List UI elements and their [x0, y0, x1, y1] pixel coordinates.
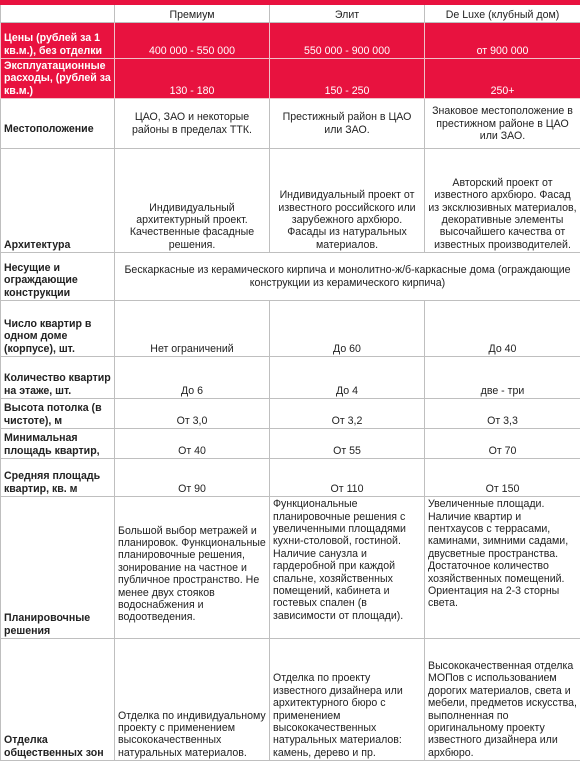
cell-elite: 550 000 - 900 000 — [270, 23, 425, 59]
cell-premium: Отделка по индивидуальному проекту с применением высококачественных натуральных материалов. — [115, 639, 270, 761]
row-layouts — [1, 497, 580, 639]
row-label: Высота потолка (в чистоте), м — [1, 399, 115, 429]
row-label: Количество квартир на этаже, шт. — [1, 357, 115, 399]
row-architecture — [1, 149, 580, 253]
cell-elite: 150 - 250 — [270, 59, 425, 99]
cell-deluxe: От 3,3 — [425, 399, 580, 429]
cell-premium: 400 000 - 550 000 — [115, 23, 270, 59]
row-public-finishing — [1, 639, 580, 761]
row-location — [1, 99, 580, 149]
cell-premium: ЦАО, ЗАО и некоторые районы в пределах ТТК. — [115, 99, 270, 149]
header-elite: Элит — [270, 5, 425, 23]
row-operating-costs — [1, 59, 580, 99]
cell-deluxe: Знаковое местоположение в престижном районе в ЦАО или ЗАО. — [425, 99, 580, 149]
cell-deluxe: две - три — [425, 357, 580, 399]
cell-elite: До 60 — [270, 301, 425, 357]
cell-elite: Индивидуальный проект от известного российского или зарубежного архбюро. Фасады из натуральных материалов. — [270, 149, 425, 253]
cell-premium: От 90 — [115, 459, 270, 497]
cell-elite: Отделка по проекту известного дизайнера или архитектурного бюро с применением высококачественных натуральных материалов: камень, дерево и пр. — [270, 639, 425, 761]
cell-elite: До 4 — [270, 357, 425, 399]
cell-elite: От 110 — [270, 459, 425, 497]
row-apartments-per-floor — [1, 357, 580, 399]
cell-premium: От 3,0 — [115, 399, 270, 429]
cell-deluxe: Высококачественная отделка МОПов с использованием дорогих материалов, света и мебели, предметов искусства, выполненная по оригинальному проекту известного дизайнера или архбюро. — [425, 639, 580, 761]
row-label: Местоположение — [1, 99, 115, 149]
cell-merged-structures: Бескаркасные из керамического кирпича и монолитно-ж/б-каркасные дома (ограждающие конструкции из керамического кирпича) — [115, 253, 580, 301]
row-ceiling-height — [1, 399, 580, 429]
cell-elite: Функциональные планировочные решения с увеличенными площадями кухни-столовой, гостиной. Наличие санузла и гардеробной при каждой спальне, хозяйственных помещений, кабинета и гостевых спален (в зависимости от площади). — [270, 497, 425, 639]
cell-premium: Индивидуальный архитектурный проект. Качественные фасадные решения. — [115, 149, 270, 253]
row-label: Планировочные решения — [1, 497, 115, 639]
header-premium: Премиум — [115, 5, 270, 23]
header-row — [1, 5, 580, 23]
cell-elite: От 3,2 — [270, 399, 425, 429]
cell-deluxe: Увеличенные площади. Наличие квартир и пентхаусов с террасами, каминами, зимними садами, двусветные пространства. Достаточное количество хозяйственных помещений. Ориентация на 2-3 сторны света. — [425, 497, 580, 639]
cell-premium: 130 - 180 — [115, 59, 270, 99]
cell-elite: От 55 — [270, 429, 425, 459]
row-label: Эксплуатационные расходы, (рублей за кв.м.) — [1, 59, 115, 99]
row-label: Архитектура — [1, 149, 115, 253]
row-structures — [1, 253, 580, 301]
cell-deluxe: От 150 — [425, 459, 580, 497]
row-apartments-per-building — [1, 301, 580, 357]
row-label: Несущие и ограждающие конструкции — [1, 253, 115, 301]
cell-premium: До 6 — [115, 357, 270, 399]
header-deluxe: De Luxe (клубный дом) — [425, 5, 580, 23]
cell-deluxe: От 70 — [425, 429, 580, 459]
row-label: Отделка общественных зон — [1, 639, 115, 761]
row-label: Цены (рублей за 1 кв.м.), без отделки — [1, 23, 115, 59]
row-label: Число квартир в одном доме (корпусе), шт. — [1, 301, 115, 357]
row-price — [1, 23, 580, 59]
cell-deluxe: от 900 000 — [425, 23, 580, 59]
row-min-area — [1, 429, 580, 459]
cell-premium: Большой выбор метражей и планировок. Функциональные планировочные решения, зонирование на частное и публичное пространство. Не менее двух стояков водоснабжения и водоотведения. — [115, 497, 270, 639]
cell-elite: Престижный район в ЦАО или ЗАО. — [270, 99, 425, 149]
cell-premium: Нет ограничений — [115, 301, 270, 357]
row-label: Минимальная площадь квартир, — [1, 429, 115, 459]
row-label: Средняя площадь квартир, кв. м — [1, 459, 115, 497]
header-empty-cell — [1, 5, 115, 23]
row-avg-area — [1, 459, 580, 497]
cell-premium: От 40 — [115, 429, 270, 459]
cell-deluxe: 250+ — [425, 59, 580, 99]
cell-deluxe: До 40 — [425, 301, 580, 357]
cell-deluxe: Авторский проект от известного архбюро. Фасад из эксклюзивных материалов, декоративные элементы высочайшего качества от известных производителей. — [425, 149, 580, 253]
